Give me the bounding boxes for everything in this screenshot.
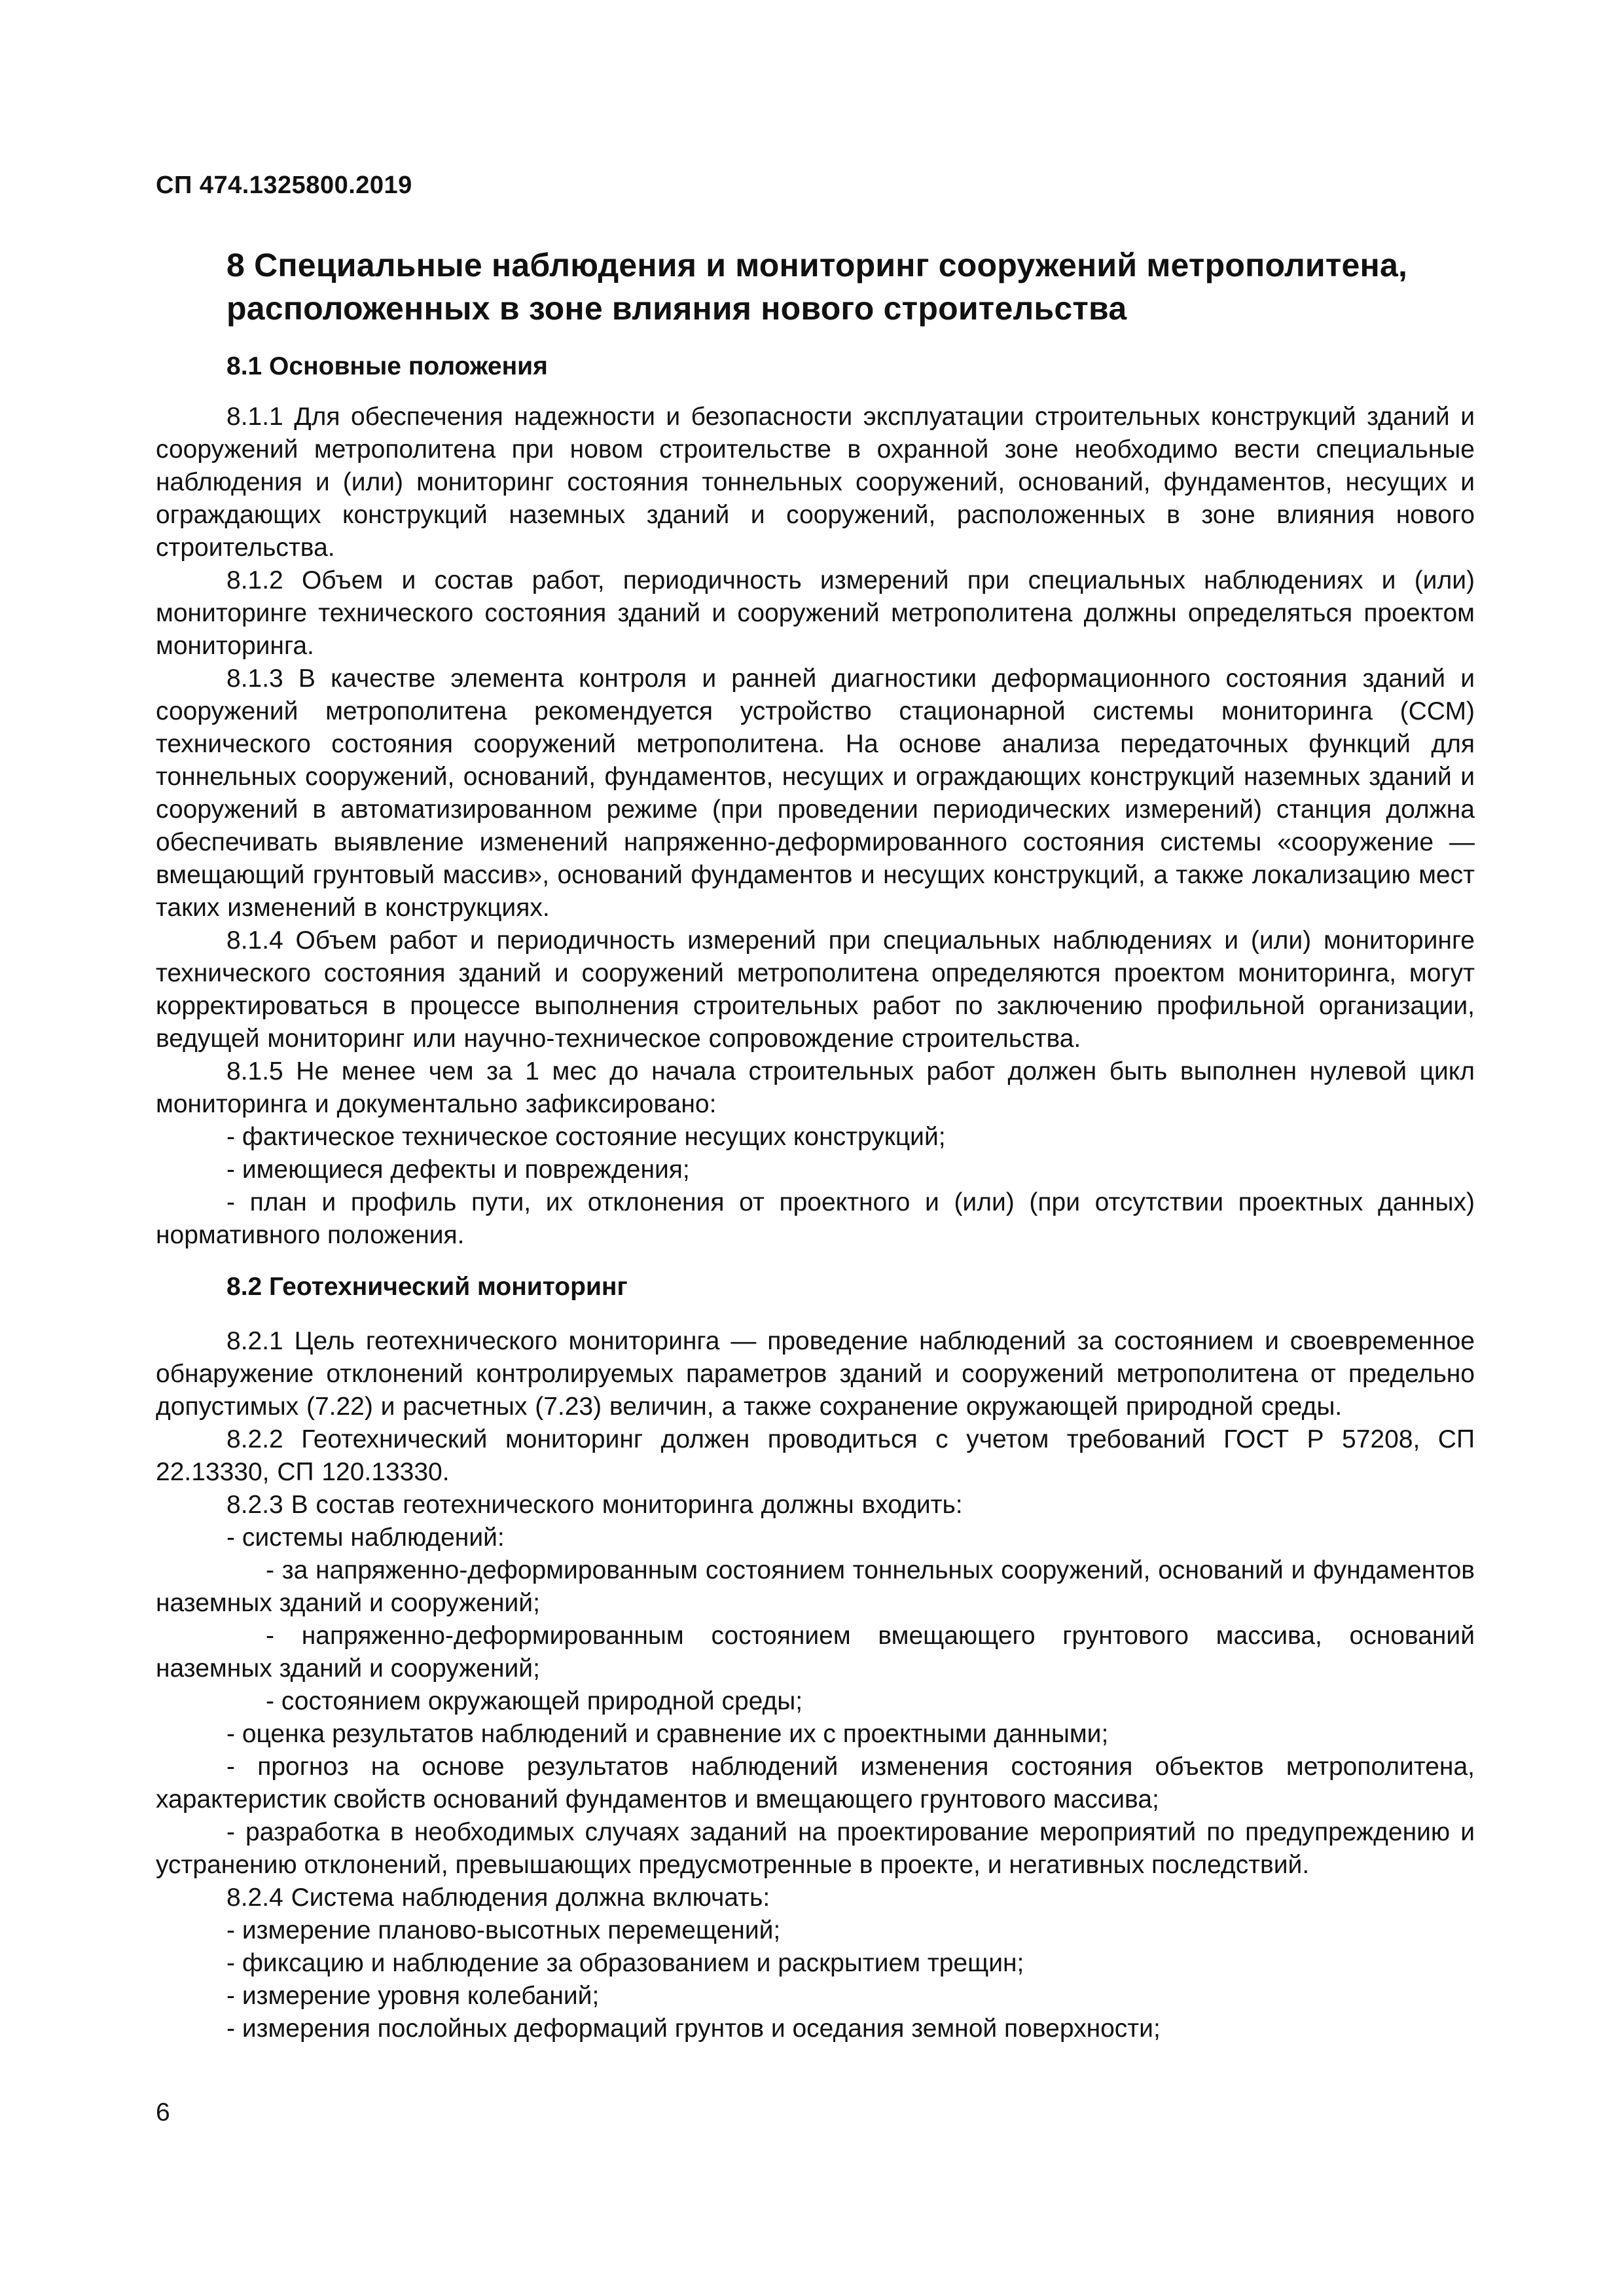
paragraph-8-2-1: 8.2.1 Цель геотехнического мониторинга — проведение наблюдений за состоянием и своевременное обнаружение отклонений контролируемых параметров зданий и сооружений метрополитена от предельно допустимых (7.22) и расчетных (7.23) величин, а также сохранение окружающей природной среды.: [156, 1327, 1475, 1421]
paragraph-8-1-3: 8.1.3 В качестве элемента контроля и ранней диагностики деформационного состояния зданий и сооружений метрополитена рекомендуется устройство стационарной системы мониторинга (ССМ) технического состояния сооружений метрополитена. На основе анализа передаточных функций для тоннельных сооружений, оснований, фундаментов, несущих и ограждающих конструкций наземных зданий и сооружений в автоматизированном режиме (при проведении периодических измерений) станция должна обеспечивать выявление изменений напряженно-деформированного состояния системы «сооружение — вмещающий грунтовый массив», оснований фундаментов и несущих конструкций, а также локализацию мест таких изменений в конструкциях.: [156, 665, 1475, 922]
paragraph-8-1-5: 8.1.5 Не менее чем за 1 мес до начала строительных работ должен быть выполнен нулевой цикл мониторинга и документально зафиксировано:: [156, 1057, 1475, 1118]
subsection-title-8-2: 8.2 Геотехнический мониторинг: [226, 1273, 628, 1301]
list-item: - измерение планово-высотных перемещений;: [226, 1916, 781, 1944]
list-item: - измерения послойных деформаций грунтов и оседания земной поверхности;: [226, 2014, 1161, 2043]
page-content: [156, 244, 1475, 2045]
list-item: - измерение уровня колебаний;: [226, 1982, 600, 2010]
page-number: 6: [156, 2098, 170, 2126]
document-code: СП 474.1325800.2019: [156, 172, 412, 199]
list-item: - фактическое техническое состояние несущих конструкций;: [226, 1123, 946, 1151]
list-item: - за напряженно-деформированным состоянием тоннельных сооружений, оснований и фундаментов наземных зданий и сооружений;: [156, 1556, 1475, 1617]
paragraph-8-2-4: 8.2.4 Система наблюдения должна включать:: [226, 1884, 770, 1912]
list-item: - имеющиеся дефекты и повреждения;: [226, 1156, 690, 1184]
list-item: - состоянием окружающей природной среды;: [266, 1687, 803, 1715]
list-item: - прогноз на основе результатов наблюдений изменения состояния объектов метрополитена, характеристик свойств оснований фундаментов и вмещающего грунтового массива;: [156, 1753, 1475, 1813]
subsection-title-8-1: 8.1 Основные положения: [226, 352, 548, 380]
paragraph-8-1-2: 8.1.2 Объем и состав работ, периодичность измерений при специальных наблюдениях и (или) мониторинге технического состояния зданий и сооружений метрополитена должны определяться проектом мониторинга.: [156, 566, 1475, 660]
list-item: - напряженно-деформированным состоянием вмещающего грунтового массива, оснований наземных зданий и сооружений;: [156, 1622, 1475, 1683]
list-item: - оценка результатов наблюдений и сравнение их с проектными данными;: [226, 1720, 1109, 1748]
paragraph-8-2-2: 8.2.2 Геотехнический мониторинг должен проводиться с учетом требований ГОСТ Р 57208, СП 22.13330, СП 120.13330.: [156, 1425, 1475, 1486]
list-item: - системы наблюдений:: [226, 1523, 505, 1552]
paragraph-8-2-3: 8.2.3 В состав геотехнического мониторинга должны входить:: [226, 1491, 963, 1519]
section-title: 8 Специальные наблюдения и мониторинг сооружений метрополитена, расположенных в зоне влияния нового строительства: [226, 247, 1408, 327]
paragraph-8-1-1: 8.1.1 Для обеспечения надежности и безопасности эксплуатации строительных конструкций зданий и сооружений метрополитена при новом строительстве в охранной зоне необходимо вести специальные наблюдения и (или) мониторинг состояния тоннельных сооружений, оснований, фундаментов, несущих и ограждающих конструкций наземных зданий и сооружений, расположенных в зоне влияния нового строительства.: [156, 403, 1475, 562]
list-item: - план и профиль пути, их отклонения от проектного и (или) (при отсутствии проектных данных) нормативного положения.: [156, 1188, 1475, 1249]
list-item: - фиксацию и наблюдение за образованием и раскрытием трещин;: [226, 1949, 1024, 1977]
paragraph-8-1-4: 8.1.4 Объем работ и периодичность измерений при специальных наблюдениях и (или) мониторинге технического состояния зданий и сооружений метрополитена определяются проектом мониторинга, могут корректироваться в процессе выполнения строительных работ по заключению профильной организации, ведущей мониторинг или научно-техническое сопровождение строительства.: [156, 926, 1475, 1053]
list-item: - разработка в необходимых случаях заданий на проектирование мероприятий по предупреждению и устранению отклонений, превышающих предусмотренные в проекте, и негативных последствий.: [156, 1818, 1475, 1879]
